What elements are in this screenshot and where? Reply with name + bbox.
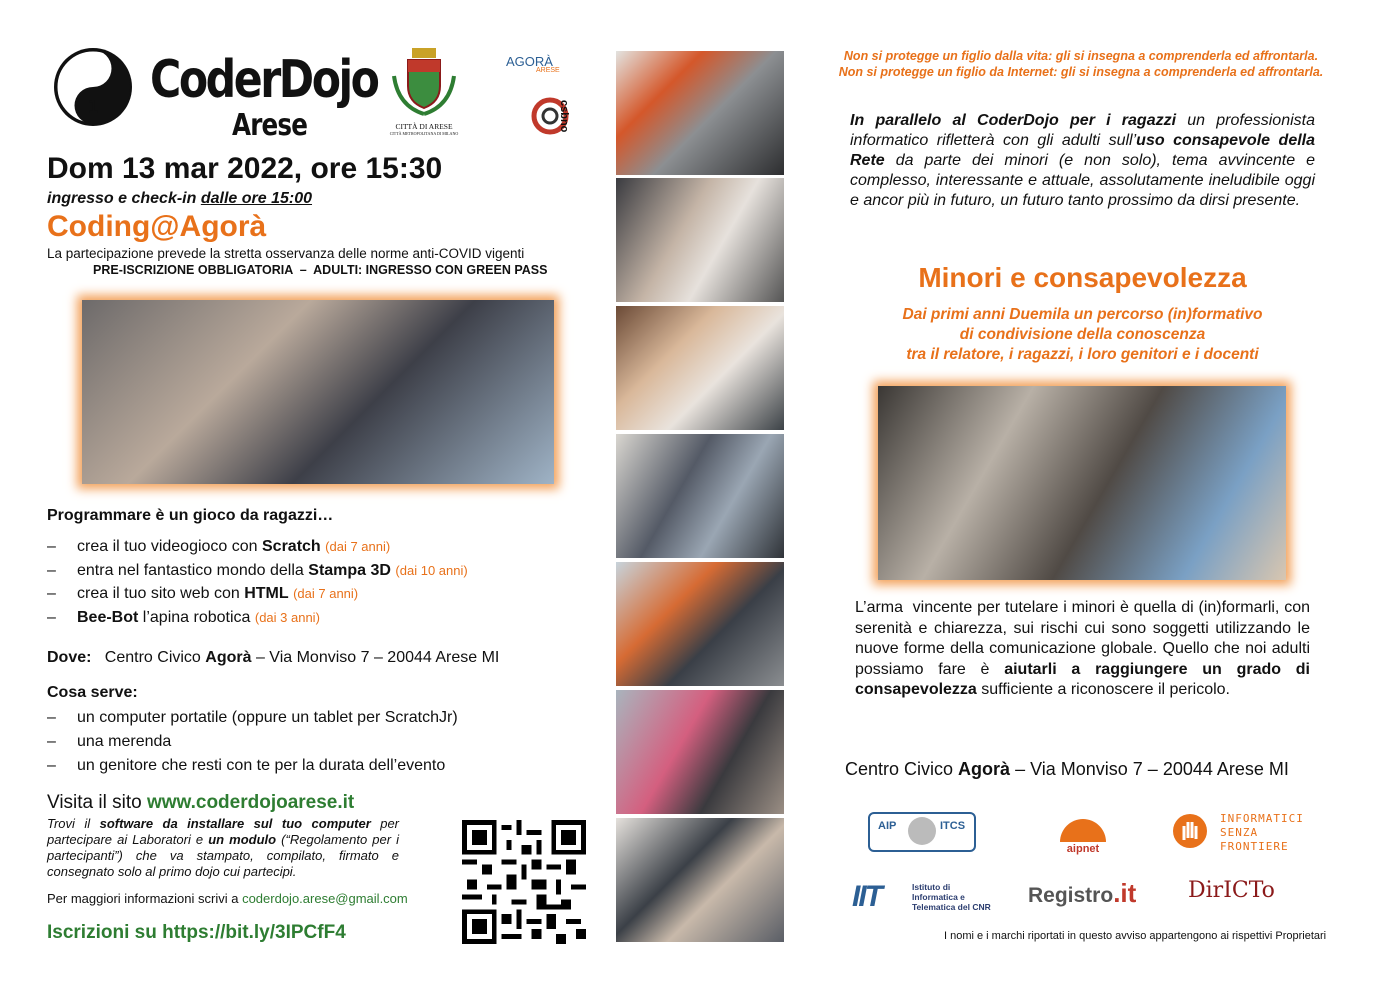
list-item: – un computer portatile (oppure un tablet per ScratchJr) [47,709,458,726]
registro-it-logo: Registro.it [1028,878,1137,908]
strip-photo-7 [616,818,784,942]
website-line: Visita il sito www.coderdojoarese.it [47,792,355,813]
disclaimer: I nomi e i marchi riportati in questo avviso appartengono ai rispettivi Proprietari [944,930,1327,942]
kids-laptop-photo [878,386,1286,580]
logo-wordmark: CoderDojo [150,50,378,110]
email-link[interactable]: coderdojo.arese@gmail.com [242,891,408,906]
agora-sub: ARESE [536,67,560,74]
event-date: Dom 13 mar 2022, ore 15:30 [47,152,443,185]
checkin-line: ingresso e check-in dalle ore 15:00 [47,190,313,207]
aip-itcs-logo [868,812,976,852]
list-item: – un genitore che resti con te per la durata dell’evento [47,757,446,774]
isf-label: INFORMATICI SENZA FRONTIERE [1220,812,1304,853]
event-title: Coding@Agorà [47,210,267,243]
list-item: – una merenda [47,733,172,750]
isf-logo [1172,812,1304,855]
itcs-label: ITCS [940,820,966,832]
quote-line-1: Non si protegge un figlio dalla vita: gli si insegna a comprenderla ed affrontarla. [843,49,1319,63]
quote-line-2: Non si protegge un figlio da Internet: gli si insegna a comprenderla ed affrontarla. [838,65,1324,79]
portrait-icon [908,817,936,845]
coderdojo-logo-icon [54,48,132,126]
intro-heading: Programmare è un gioco da ragazzi… [47,507,334,524]
iit-mark: IIT [852,880,881,913]
strip-photo-6 [616,690,784,814]
aipnet-label: aipnet [1066,843,1100,855]
location-line-right: Centro Civico Agorà – Via Monviso 7 – 20044 Arese MI [845,759,1289,779]
software-notice: Trovi il software da installare sul tuo computer per partecipare ai Laboratori e un modulo (“Regolamento per i partecipanti”) che va stampato, compilato, firmato e consegnato solo al primo dojo cui partecipi. [47,816,399,879]
registration-line: Iscrizioni su https://bit.ly/3IPCfF4 [47,922,346,943]
prereg-notice: PRE-ISCRIZIONE OBBLIGATORIA – ADULTI: INGRESSO CON GREEN PASS [93,263,548,277]
crest-icon [388,46,460,118]
list-item: – Bee-Bot l’apina robotica (dai 3 anni) [47,609,320,626]
agora-label: AGORÀ [506,54,553,69]
citta-label: CITTÀ DI ARESE [395,122,453,131]
list-item: – crea il tuo sito web con HTML (dai 7 anni) [47,585,359,602]
agora-logo [506,54,560,74]
aipnet-logo [1058,812,1108,854]
list-item: – crea il tuo videogioco con Scratch (dai 7 anni) [47,538,391,555]
main-photo [82,300,554,484]
citta-sub: CITTÀ METROPOLITANA DI MILANO [389,131,459,136]
location-line: Dove: Centro Civico Agorà – Via Monviso 7 – 20044 Arese MI [47,649,500,666]
aipnet-icon [1058,812,1108,842]
arma-paragraph: L’arma vincente per tutelare i minori è quella di (in)formarli, con serenità e chiarezza, sui rischi cui sono soggetti utilizzando le nuove forme della comunicazione globale. Quello che noi adulti possiamo fare è aiutarli a raggiungere un grado di consapevolezza sufficiente a riconoscere il pericolo. [855,599,1315,698]
logo-subtitle: Arese [232,108,308,143]
hand-icon [1172,812,1208,850]
logo-glyph-top: 0 [87,60,99,81]
requirements-heading: Cosa serve: [47,684,138,701]
diricto-logo: DirICTo [1188,878,1275,903]
logo-glyph-bottom: 1 [87,97,99,118]
list-item: – entra nel fantastico mondo della Stampa 3D (dai 10 anni) [47,562,468,579]
citta-arese-crest [388,46,460,146]
strip-photo-5 [616,562,784,686]
strip-photo-1 [616,51,784,175]
info-line: Per maggiori informazioni scrivi a coderdojo.arese@gmail.com [47,891,408,906]
section-subtitle: Dai primi anni Duemila un percorso (in)formativo di condivisione della conoscenza tra il relatore, i ragazzi, i loro genitori e i docenti [902,306,1263,363]
strip-photo-2 [616,178,784,302]
csbno-label: csbno [558,100,570,133]
qr-code-icon[interactable] [462,820,586,944]
quote [806,48,1356,80]
section-title: Minori e consapevolezza [918,262,1247,293]
strip-photo-3 [616,306,784,430]
csbno-logo-icon [528,88,584,145]
parallel-paragraph: In parallelo al CoderDojo per i ragazzi un professionista informatico rifletterà con gli adulti sull’uso consapevole della Rete da parte dei minori (e non solo), tema avvincente e complesso, interessante e attuale, assolutamente ineludibile oggi e ancor più in futuro, un futuro tanto prossimo da dirsi presente. [850,112,1316,209]
strip-photo-4 [616,434,784,558]
iit-text: Istituto di Informatica e Telematica del CNR [912,882,991,912]
covid-notice: La partecipazione prevede la stretta osservanza delle norme anti-COVID vigenti [47,246,525,261]
checkin-time: dalle ore 15:00 [200,190,313,207]
registration-link[interactable]: https://bit.ly/3IPCfF4 [162,922,346,943]
aip-label: AIP [878,820,897,832]
iit-cnr-logo [852,880,991,914]
website-link[interactable]: www.coderdojoarese.it [146,792,355,813]
